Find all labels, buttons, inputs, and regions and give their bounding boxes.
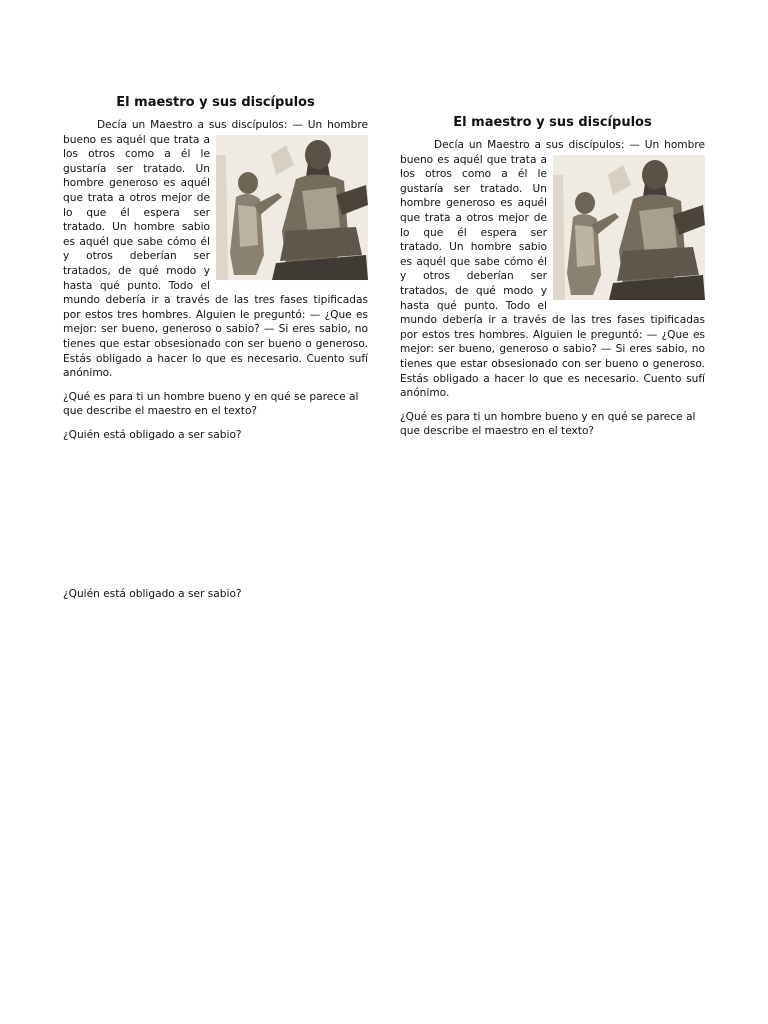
story-first-line: Decía un Maestro a sus discípulos: — Un hombre	[97, 119, 368, 131]
relief-sculpture-image-duplicate	[553, 155, 705, 300]
question-hombre-bueno: ¿Qué es para ti un hombre bueno y en qué se parece al que describe el maestro en el texto?	[63, 390, 359, 418]
question-hombre-bueno-duplicate: ¿Qué es para ti un hombre bueno y en qué se parece al que describe el maestro en el texto?	[400, 410, 696, 438]
story-body: bueno es aquél que trata a los otros como a él le gustaría ser tratado. Un hombre generoso es aquél que trata a otros mejor de lo que él espera ser tratado. Un hombre sabio es aquél que sabe cómo él y otros deberían ser tratados, de qué modo y hasta qué punto. Todo el mundo debería ir a través de las tres fases tipificadas por estos tres hombres. Alguien le preguntó: — ¿Que es mejor: ser bueno, generoso o sabio? — Si eres sabio, no tienes que estar obsesionado con ser bueno o generoso. Estás obligado a hacer lo que es necesario. Cuento sufí anónimo.	[63, 133, 368, 380]
question-obligado-sabio-repeat: ¿Quién está obligado a ser sabio?	[63, 588, 242, 600]
relief-image	[216, 135, 368, 280]
relief-sculpture-image	[216, 135, 368, 280]
story-body-duplicate: bueno es aquél que trata a los otros como a él le gustaría ser tratado. Un hombre generoso es aquél que trata a otros mejor de lo que él espera ser tratado. Un hombre sabio es aquél que sabe cómo él y otros deberían ser tratados, de qué modo y hasta qué punto. Todo el mundo debería ir a través de las tres fases tipificadas por estos tres hombres. Alguien le preguntó: — ¿Que es mejor: ser bueno, generoso o sabio? — Si eres sabio, no tienes que estar obsesionado con ser bueno o generoso. Estás obligado a hacer lo que es necesario. Cuento sufí anónimo.	[400, 153, 705, 400]
story-first-line-duplicate: Decía un Maestro a sus discípulos: — Un hombre	[434, 139, 705, 151]
page-title-duplicate: El maestro y sus discípulos	[453, 115, 652, 130]
story-paragraph	[63, 118, 368, 381]
right-page-column	[400, 114, 705, 439]
left-page-column	[63, 94, 368, 442]
story-paragraph-duplicate	[400, 138, 705, 401]
relief-image-duplicate	[553, 155, 705, 300]
page-title: El maestro y sus discípulos	[116, 95, 315, 110]
question-obligado-sabio: ¿Quién está obligado a ser sabio?	[63, 428, 242, 441]
